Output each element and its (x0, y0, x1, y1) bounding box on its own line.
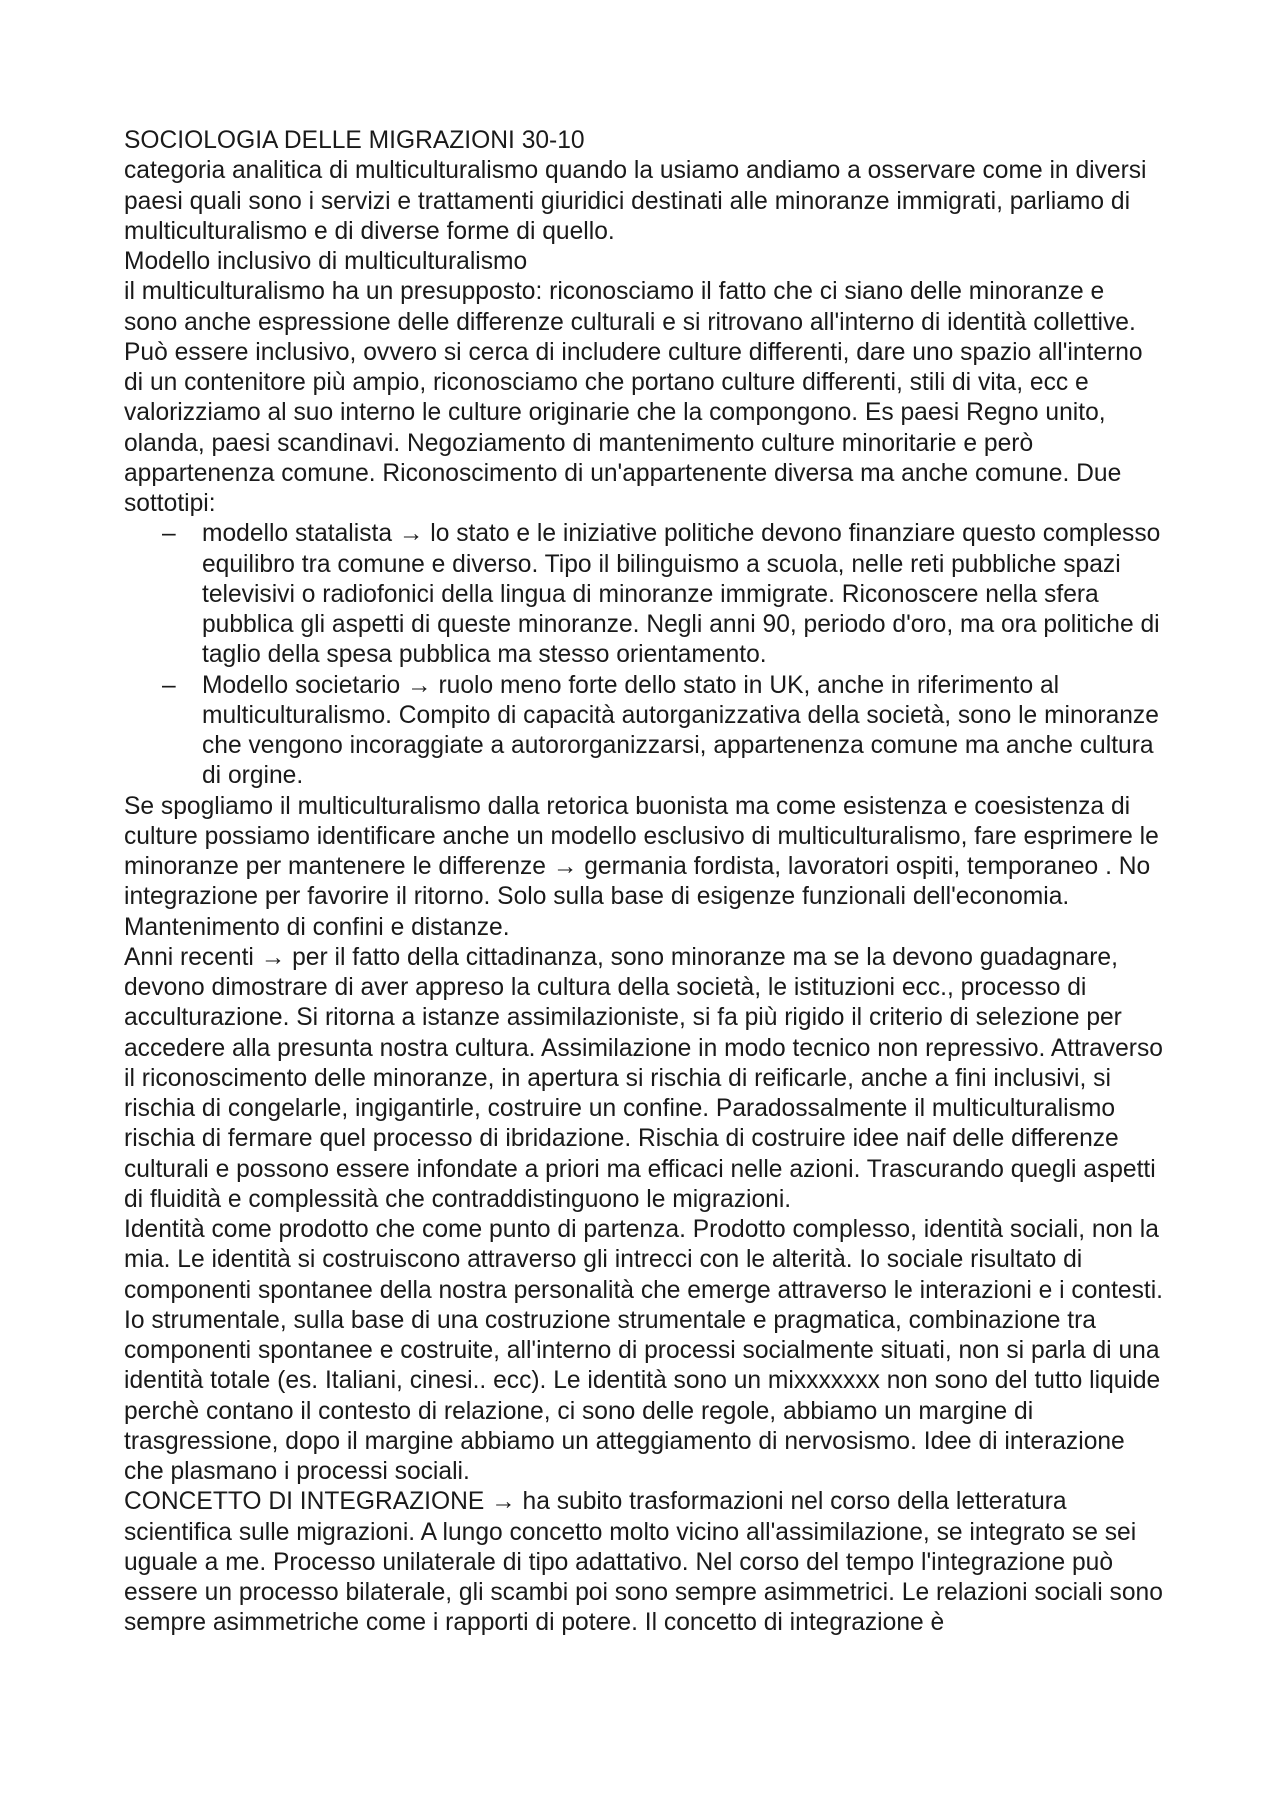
list-item-text: Modello societario → ruolo meno forte dello stato in UK, anche in riferimento al multiculturalismo. Compito di capacità autorganizzativa della società, sono le minoranze che vengono incoraggiate a autororganizzarsi, appartenenza comune ma anche cultura di orgine. (202, 671, 1159, 790)
inclusive-model-paragraph: il multiculturalismo ha un presupposto: riconosciamo il fatto che ci siano delle minoranze e sono anche espressione delle differenze culturali e si ritrovano all'interno di identità collettive. Può essere inclusivo, ovvero si cerca di includere culture differenti, dare uno spazio all'interno di un contenitore più ampio, riconosciamo che portano culture differenti, stili di vita, ecc e valorizziamo al suo interno le culture originarie che la compongono. Es paesi Regno unito, olanda, paesi scandinavi. Negoziamento di mantenimento culture minoritarie e però appartenenza comune. Riconoscimento di un'appartenente diversa ma anche comune. Due sottotipi: (124, 278, 1143, 517)
document-title: SOCIOLOGIA DELLE MIGRAZIONI 30-10 (124, 127, 585, 154)
exclusive-model-paragraph: Se spogliamo il multiculturalismo dalla retorica buonista ma come esistenza e coesistenza di culture possiamo identificare anche un modello esclusivo di multiculturalismo, fare esprimere le minoranze per mantenere le differenze → germania fordista, lavoratori ospiti, temporaneo . No integrazione per favorire il ritorno. Solo sulla base di esigenze funzionali dell'economia. Mantenimento di confini e distanze. (124, 792, 1159, 941)
dash-bullet: – (162, 671, 176, 699)
dash-bullet: – (162, 520, 176, 548)
document-page (124, 126, 1164, 1639)
identity-paragraph: Identità come prodotto che come punto di partenza. Prodotto complesso, identità sociali, non la mia. Le identità si costruiscono attraverso gli intrecci con le alterità. Io sociale risultato di componenti spontanee della nostra personalità che emerge attraverso le interazioni e i contesti. Io strumentale, sulla base di una costruzione strumentale e pragmatica, combinazione tra componenti spontanee e costruite, all'interno di processi socialmente situati, non si parla di una identità totale (es. Italiani, cinesi.. ecc). Le identità sono un mixxxxxxx non sono del tutto liquide perchè contano il contesto di relazione, ci sono delle regole, abbiamo un margine di trasgressione, dopo il margine abbiamo un atteggiamento di nervosismo. Idee di interazione che plasmano i processi sociali. (124, 1216, 1164, 1485)
integration-paragraph: CONCETTO DI INTEGRAZIONE → ha subito trasformazioni nel corso della letteratura scientifica sulle migrazioni. A lungo concetto molto vicino all'assimilazione, se integrato se sei uguale a me. Processo unilaterale di tipo adattativo. Nel corso del tempo l'integrazione può essere un processo bilaterale, gli scambi poi sono sempre asimmetrici. Le relazioni sociali sono sempre asimmetriche come i rapporti di potere. Il concetto di integrazione è (124, 1488, 1163, 1637)
list-item-text: modello statalista → lo stato e le iniziative politiche devono finanziare questo complesso equilibro tra comune e diverso. Tipo il bilinguismo a scuola, nelle reti pubbliche spazi televisivi o radiofonici della lingua di minoranze immigrate. Riconoscere nella sfera pubblica gli aspetti di queste minoranze. Negli anni 90, periodo d'oro, ma ora politiche di taglio della spesa pubblica ma stesso orientamento. (202, 520, 1161, 669)
recent-years-paragraph: Anni recenti → per il fatto della cittadinanza, sono minoranze ma se la devono guadagnare, devono dimostrare di aver appreso la cultura della società, le istituzioni ecc., processo di acculturazione. Si ritorna a istanze assimilazioniste, si fa più rigido il criterio di selezione per accedere alla presunta nostra cultura. Assimilazione in modo tecnico non repressivo. Attraverso il riconoscimento delle minoranze, in apertura si rischia di reificarle, anche a fini inclusivi, si rischia di congelarle, ingigantirle, costruire un confine. Paradossalmente il multiculturalismo rischia di fermare quel processo di ibridazione. Rischia di costruire idee naif delle differenze culturali e possono essere infondate a priori ma efficaci nelle azioni. Trascurando quegli aspetti di fluidità e complessità che contraddistinguono le migrazioni. (124, 943, 1163, 1213)
list-item (124, 519, 1164, 670)
section-subheading: Modello inclusivo di multiculturalismo (124, 248, 528, 275)
intro-paragraph: categoria analitica di multiculturalismo quando la usiamo andiamo a osservare come in diversi paesi quali sono i servizi e trattamenti giuridici destinati alle minoranze immigrati, parliamo di multiculturalismo e di diverse forme di quello. (124, 157, 1147, 245)
subtype-list (124, 519, 1164, 791)
list-item (124, 671, 1164, 792)
